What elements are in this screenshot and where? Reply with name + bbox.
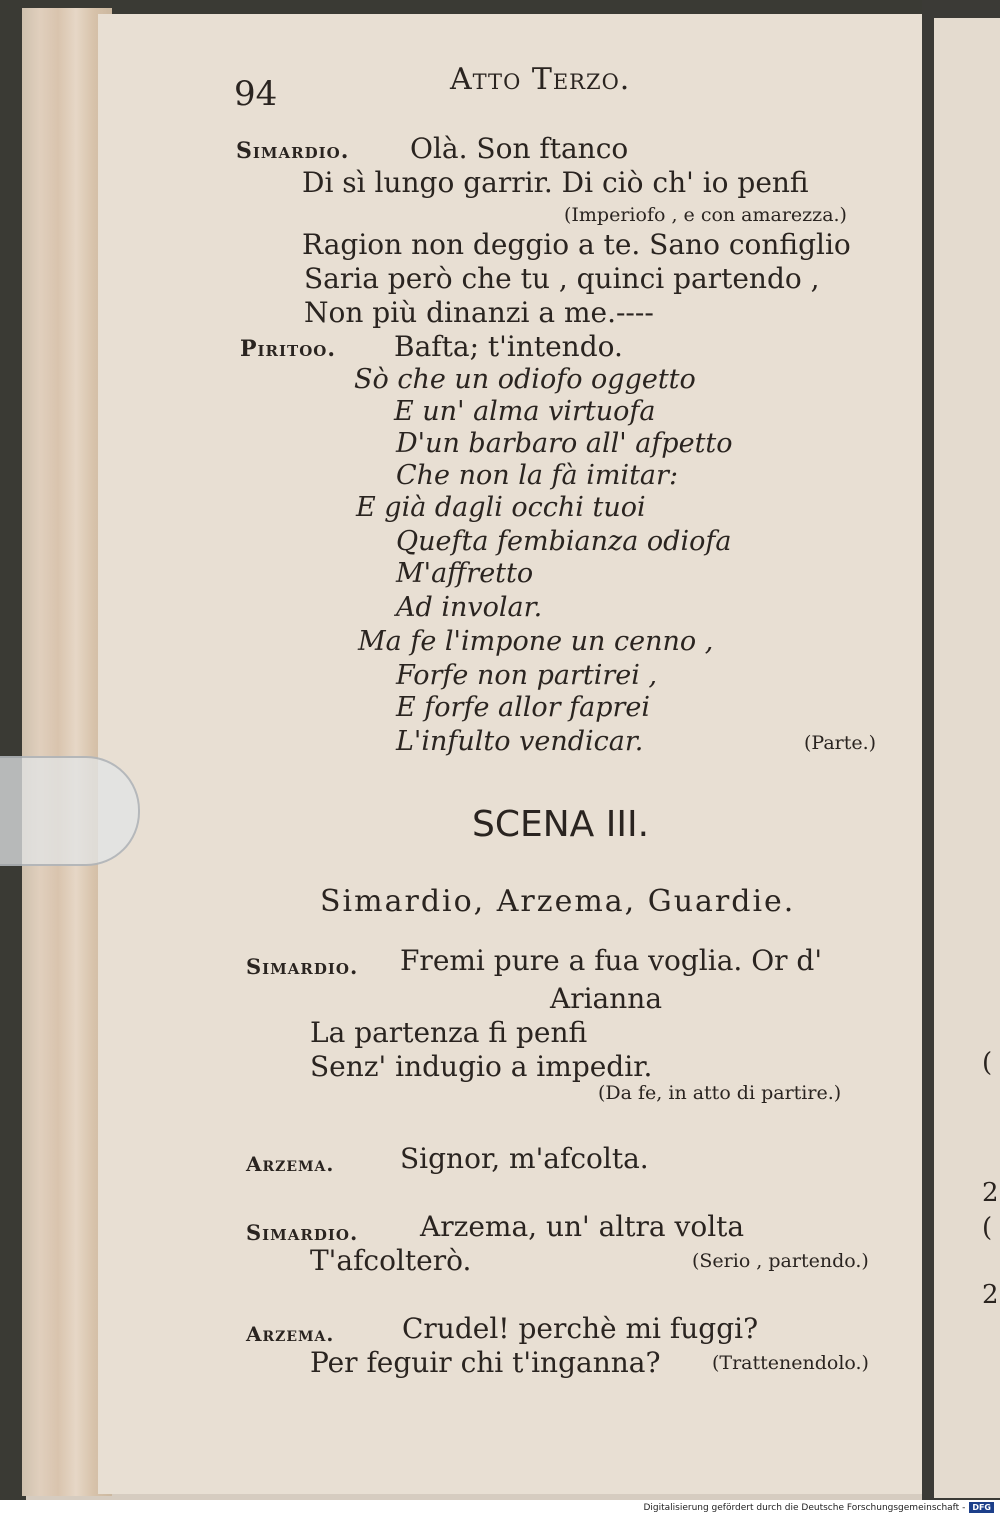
running-title: Atto Terzo.: [450, 62, 631, 97]
verse-line: Che non la fà imitar:: [396, 460, 679, 491]
verse-line: Arzema, un' altra volta: [420, 1210, 745, 1243]
book-page: [98, 14, 922, 1494]
verse-line: Ragion non deggio a te. Sano configlio: [302, 228, 851, 261]
verse-line: Saria però che tu , quinci partendo ,: [304, 262, 820, 295]
verse-line: La partenza fi penfi: [310, 1016, 588, 1049]
verse-line: E un' alma virtuofa: [394, 396, 656, 427]
digitization-credit: [600, 1501, 1000, 1514]
verse-line: T'afcolterò.: [310, 1244, 472, 1277]
scene-characters: Simardio, Arzema, Guardie.: [320, 884, 796, 919]
verse-line: Ma fe l'impone un cenno ,: [358, 626, 714, 657]
stage-direction: (Da fe, in atto di partire.): [598, 1082, 842, 1104]
dfg-logo: DFG: [969, 1502, 994, 1513]
verse-line: Arianna: [550, 982, 663, 1015]
verse-line: Ad involar.: [396, 592, 543, 623]
speaker-name: Arzema.: [246, 1322, 335, 1346]
speaker-name: Piritoo.: [240, 336, 336, 362]
verse-line: Forfe non partirei ,: [396, 660, 658, 691]
page-clip: [0, 756, 140, 866]
verse-line: L'infulto vendicar.: [396, 726, 644, 757]
stage-direction: (Imperiofo , e con amarezza.): [564, 204, 847, 226]
scan-background-top: [0, 0, 1000, 14]
scene-heading: SCENA III.: [472, 804, 650, 845]
verse-line: Olà. Son ftanco: [410, 132, 629, 165]
verse-line: E già dagli occhi tuoi: [356, 492, 646, 523]
speaker-name: Arzema.: [246, 1152, 335, 1176]
verse-line: Fremi pure a fua voglia. Or d': [400, 944, 823, 977]
verse-line: Di sì lungo garrir. Di ciò ch' io penfi: [302, 166, 809, 199]
verse-line: Senz' indugio a impedir.: [310, 1050, 653, 1083]
credit-text: Digitalisierung gefördert durch die Deutsche Forschungsgemeinschaft -: [643, 1502, 966, 1513]
speaker-name: Simardio.: [246, 1220, 359, 1245]
page-number: 94: [234, 74, 278, 114]
speaker-name: Simardio.: [246, 954, 359, 979]
verse-line: E forfe allor faprei: [396, 692, 651, 723]
verse-line: Crudel! perchè mi fuggi?: [402, 1312, 759, 1345]
verse-line: Sò che un odiofo oggetto: [354, 364, 696, 395]
verse-line: Per feguir chi t'inganna?: [310, 1346, 661, 1379]
verse-line: Quefta fembianza odiofa: [396, 526, 732, 557]
verse-line: D'un barbaro all' afpetto: [396, 428, 733, 459]
verse-line: Signor, m'afcolta.: [400, 1142, 649, 1175]
verse-line: M'affretto: [396, 558, 534, 589]
verse-line: Bafta; t'intendo.: [394, 330, 623, 363]
facing-page: ( 2 ( 2: [934, 18, 1000, 1498]
stage-direction: (Trattenendolo.): [712, 1352, 869, 1374]
verse-line: Non più dinanzi a me.----: [304, 296, 654, 329]
stage-direction: (Serio , partendo.): [692, 1250, 869, 1272]
speaker-name: Simardio.: [236, 138, 350, 164]
stage-direction: (Parte.): [804, 732, 877, 754]
